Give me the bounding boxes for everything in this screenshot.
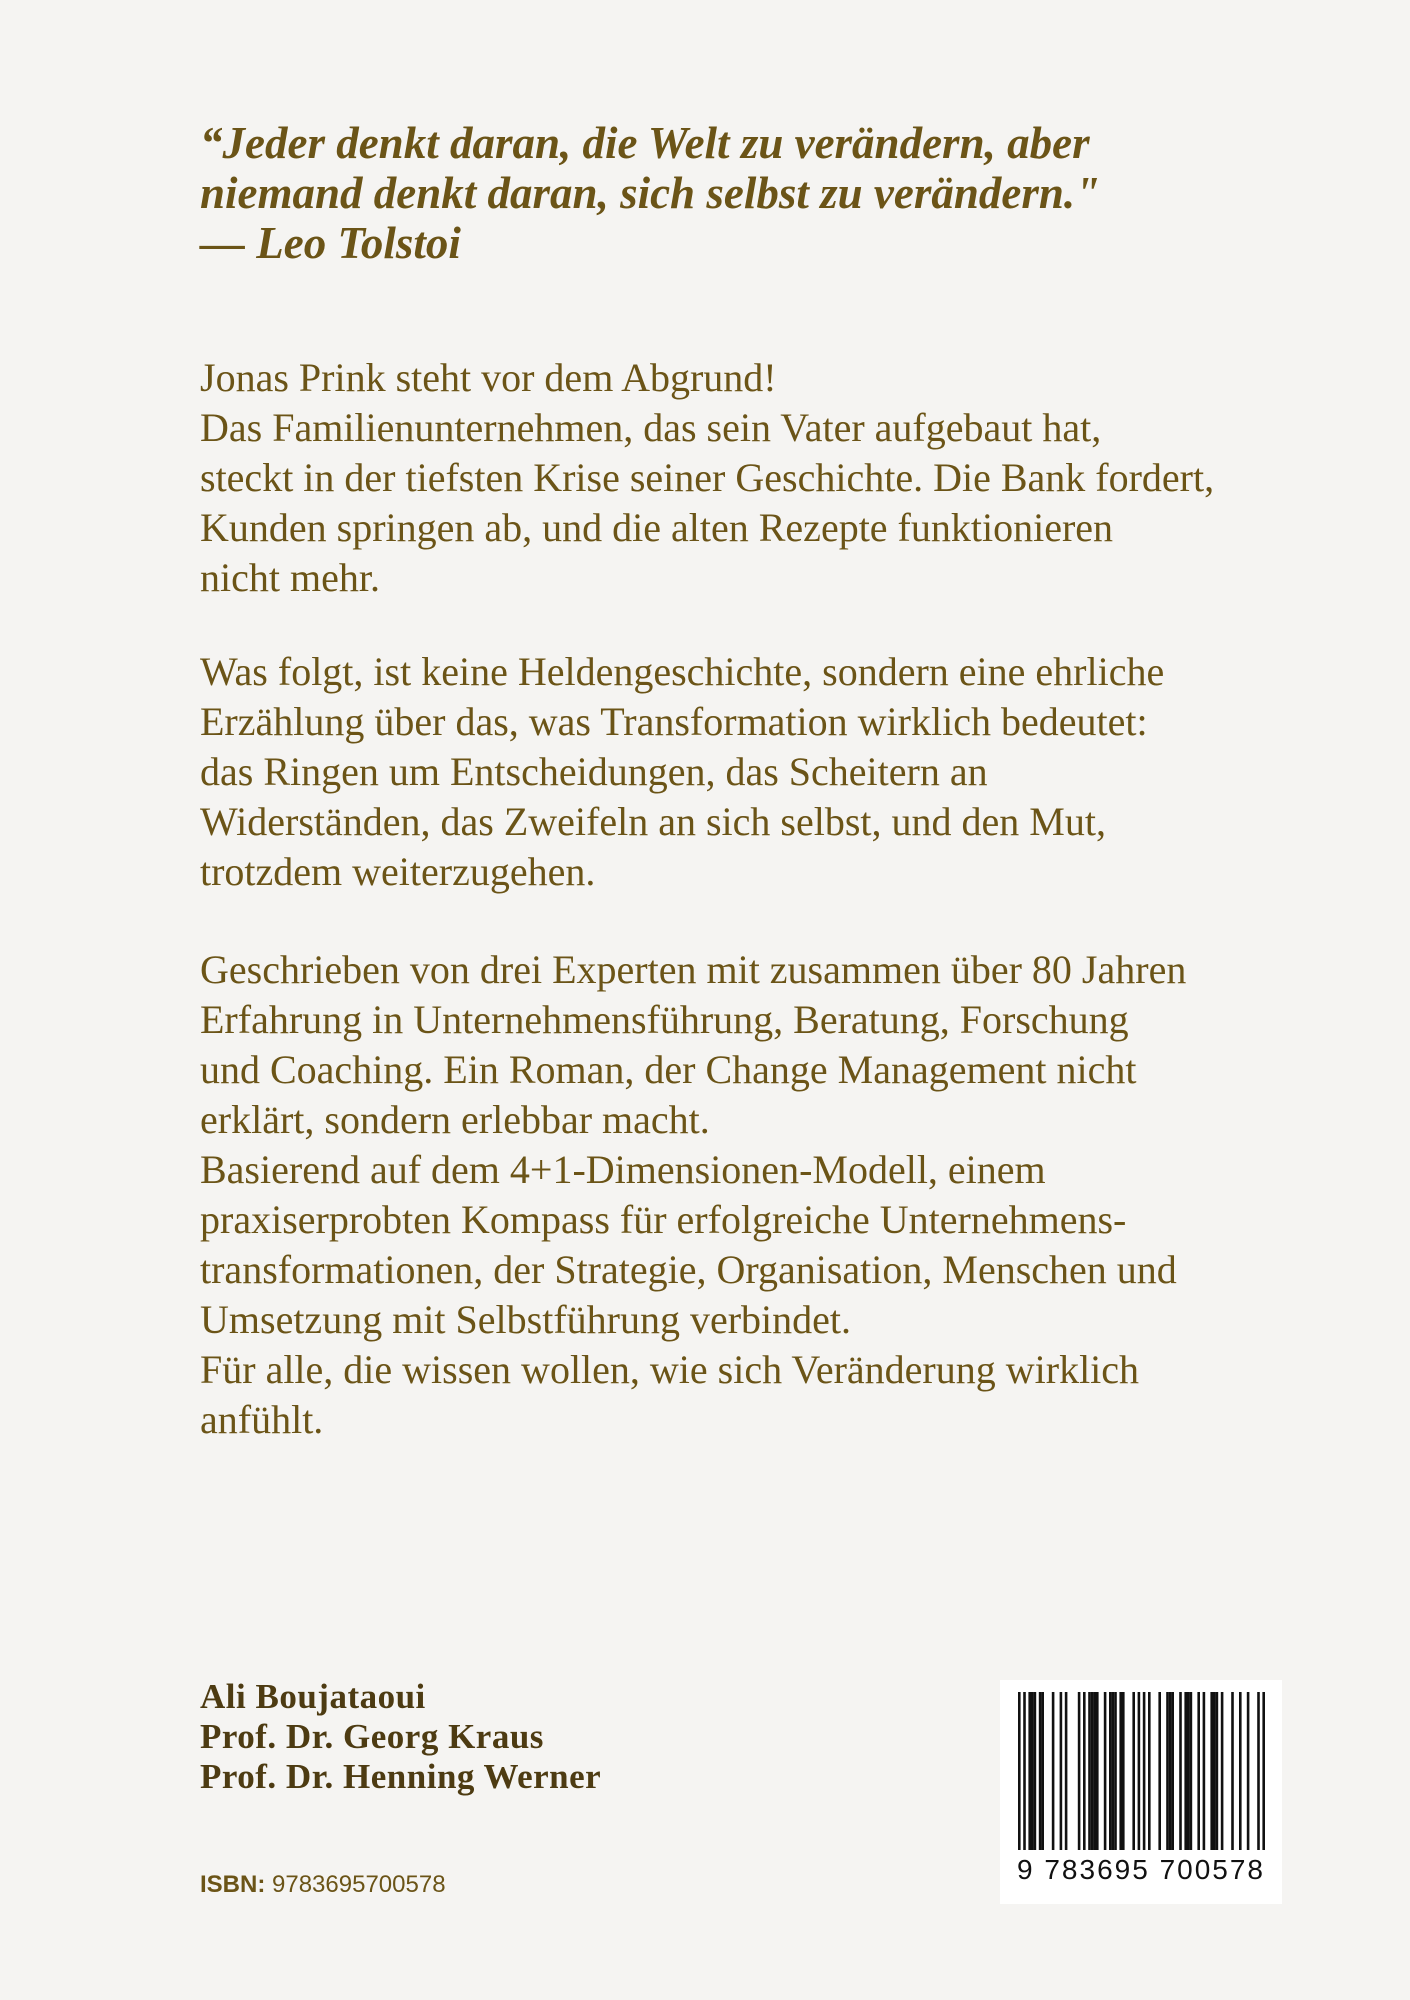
isbn-number: 9783695700578 (272, 1871, 446, 1898)
author-name: Ali Boujataoui (200, 1677, 426, 1716)
barcode-bar (1143, 1692, 1146, 1850)
blurb-paragraph-1 (200, 353, 1350, 603)
barcode-bar (1078, 1692, 1081, 1850)
barcode-bar (1034, 1692, 1037, 1850)
barcode-bar (1039, 1692, 1042, 1850)
tolstoy-quote (200, 118, 1300, 268)
blurb-line: Umsetzung mit Selbstführung verbindet. (200, 1297, 852, 1342)
barcode-digits: 9 783695 700578 (1017, 1854, 1265, 1885)
blurb-line: das Ringen um Entscheidungen, das Scheitern an (200, 749, 988, 794)
barcode-bar (1210, 1692, 1213, 1850)
blurb-line: und Coaching. Ein Roman, der Change Management nicht (200, 1047, 1137, 1092)
blurb-line: Kunden springen ab, und die alten Rezepte funktionieren (200, 505, 1114, 550)
barcode-bar (1166, 1692, 1169, 1850)
barcode-bar (1132, 1692, 1135, 1850)
barcode-bar (1203, 1692, 1206, 1850)
barcode-bar (1088, 1692, 1091, 1850)
barcode-bar (1052, 1692, 1055, 1850)
barcode-bar (1109, 1692, 1112, 1850)
barcode-bar (1187, 1692, 1190, 1850)
blurb-line: praxiserprobten Kompass für erfolgreiche Unternehmens- (200, 1197, 1127, 1242)
blurb-paragraph-2 (200, 647, 1350, 897)
barcode-bar (1184, 1692, 1187, 1850)
barcode-bar (1221, 1692, 1224, 1850)
barcode-bar (1093, 1692, 1096, 1850)
barcode (1000, 1680, 1282, 1904)
barcode-bar (1158, 1692, 1161, 1850)
barcode-bar (1083, 1692, 1086, 1850)
barcode-bar (1171, 1692, 1174, 1850)
blurb-line: Widerständen, das Zweifeln an sich selbst, und den Mut, (200, 799, 1106, 844)
barcode-bar (1065, 1692, 1068, 1850)
barcode-bar (1041, 1692, 1044, 1850)
barcode-bar (1262, 1692, 1265, 1850)
blurb-line: anfühlt. (200, 1397, 324, 1442)
blurb-line: erklärt, sondern erlebbar macht. (200, 1097, 710, 1142)
blurb-line: Geschrieben von drei Experten mit zusammen über 80 Jahren (200, 947, 1187, 992)
barcode-bar (1112, 1692, 1115, 1850)
barcode-bar (1096, 1692, 1099, 1850)
blurb-paragraph-3 (200, 945, 1350, 1445)
barcode-bar (1122, 1692, 1125, 1850)
barcode-bar (1231, 1692, 1234, 1850)
barcode-bar (1213, 1692, 1216, 1850)
barcode-bar (1169, 1692, 1172, 1850)
author-list (200, 1677, 601, 1797)
author-name: Prof. Dr. Georg Kraus (200, 1717, 544, 1756)
blurb-line: Basierend auf dem 4+1-Dimensionen-Modell, einem (200, 1147, 1046, 1192)
blurb-line: Erzählung über das, was Transformation wirklich bedeutet: (200, 699, 1148, 744)
quote-attribution: — Leo Tolstoi (200, 218, 461, 268)
barcode-bar (1028, 1692, 1031, 1850)
barcode-bar (1023, 1692, 1026, 1850)
blurb-line: Das Familienunternehmen, das sein Vater aufgebaut hat, (200, 405, 1102, 450)
barcode-bar (1148, 1692, 1151, 1850)
barcode-bar (1114, 1692, 1117, 1850)
barcode-bar (1104, 1692, 1107, 1850)
barcode-bar (1119, 1692, 1122, 1850)
barcode-bar (1091, 1692, 1094, 1850)
blurb-line: Was folgt, ist keine Heldengeschichte, sondern eine ehrliche (200, 649, 1165, 694)
blurb-line: steckt in der tiefsten Krise seiner Geschichte. Die Bank fordert, (200, 455, 1215, 500)
blurb-line: nicht mehr. (200, 555, 380, 600)
blurb-line: Erfahrung in Unternehmensführung, Beratung, Forschung (200, 997, 1129, 1042)
barcode-bar (1060, 1692, 1063, 1850)
barcode-bar (1018, 1692, 1021, 1850)
blurb-line: transformationen, der Strategie, Organisation, Menschen und (200, 1247, 1177, 1292)
quote-line: “Jeder denkt daran, die Welt zu verändern, aber (200, 118, 1090, 168)
barcode-bar (1179, 1692, 1182, 1850)
author-name: Prof. Dr. Henning Werner (200, 1757, 602, 1796)
barcode-bar (1197, 1692, 1200, 1850)
barcode-bar (1138, 1692, 1141, 1850)
quote-line: niemand denkt daran, sich selbst zu verändern." (200, 168, 1101, 218)
barcode-bar (1257, 1692, 1260, 1850)
barcode-bar (1239, 1692, 1242, 1850)
blurb-line: Für alle, die wissen wollen, wie sich Veränderung wirklich (200, 1347, 1140, 1392)
barcode-bar (1190, 1692, 1193, 1850)
barcode-bar (1216, 1692, 1219, 1850)
isbn-text (200, 1870, 446, 1900)
barcode-bar (1247, 1692, 1250, 1850)
barcode-bar (1031, 1692, 1034, 1850)
barcode-bars (1000, 1680, 1282, 1855)
blurb-line: trotzdem weiterzugehen. (200, 849, 596, 894)
blurb-line: Jonas Prink steht vor dem Abgrund! (200, 355, 777, 400)
isbn-label: ISBN: (200, 1871, 266, 1898)
